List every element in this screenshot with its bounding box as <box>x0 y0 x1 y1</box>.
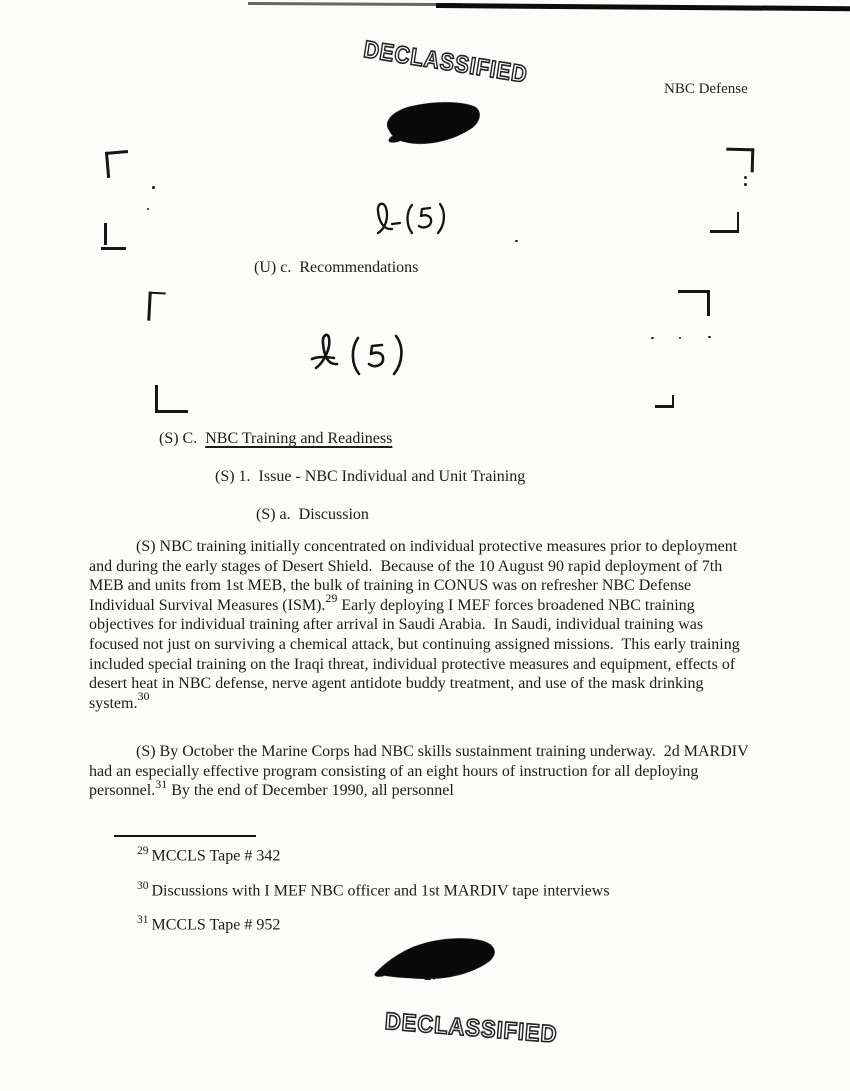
handwritten-exemption-b5-2 <box>300 326 430 384</box>
redaction-bracket-top-left-1 <box>105 150 130 178</box>
section-c-prefix: (S) C. <box>159 430 206 447</box>
scan-speck <box>708 336 711 338</box>
scan-edge-artifact <box>436 3 850 11</box>
issue-heading: (S) 1. Issue - NBC Individual and Unit Training <box>215 468 526 485</box>
paragraph-text: Early deploying I MEF forces broadened NBC training objectives for individual training after arrival in Saudi Arabia. In Saudi, individual training was focused not just on surviving a chemical attack, but continuing assigned missions. This early training included special training on the Iraqi threat, individual protective measures and equipment, effects of desert heat in NBC defense, nerve agent antidote buddy treatment, and use of the mask drinking system. <box>89 596 744 712</box>
scan-speck <box>147 208 149 210</box>
redaction-bracket-bottom-left-1 <box>104 223 111 245</box>
scan-speck <box>152 186 155 189</box>
footnote-29-number: 29 <box>137 845 149 857</box>
declassified-stamp-bottom: DECLASSIFIED <box>383 1008 559 1049</box>
declassified-stamp-top: DECLASSIFIED <box>361 36 530 89</box>
redaction-bracket-bottom-right-2 <box>655 395 674 408</box>
redaction-bracket-bottom-left-1-dash <box>101 247 126 250</box>
scan-speck <box>651 337 654 339</box>
scan-speck <box>679 337 681 339</box>
footnote-ref-29: 29 <box>325 591 338 606</box>
footnote-ref-30: 30 <box>137 689 150 704</box>
footnote-29-text: MCCLS Tape # 342 <box>151 847 281 865</box>
redaction-bracket-top-left-2 <box>147 292 165 322</box>
paragraph-text: (S) NBC training initially concentrated on individual protective measures prior to deployment and during the early stages of Desert Shield. Because of the 10 August 90 rapid deployment of 7th MEB and units from 1st MEB, the bulk of training in CONUS was on refresher NBC Defense Individual Survival Measures (ISM). <box>89 538 742 614</box>
body-paragraph-1 <box>89 537 751 713</box>
footnote-30-text: Discussions with I MEF NBC officer and 1st MARDIV tape interviews <box>151 882 610 900</box>
paragraph-text: By the end of December 1990, all personnel <box>167 782 454 800</box>
redaction-ink-blob-top <box>380 93 487 150</box>
redaction-ink-blob-bottom <box>370 929 506 992</box>
scan-edge-artifact <box>248 2 463 6</box>
scan-speck <box>515 240 518 242</box>
redaction-bracket-bottom-right-1 <box>710 212 739 233</box>
body-paragraph-2 <box>89 742 751 801</box>
footnote-separator-rule <box>114 835 256 837</box>
redaction-bracket-top-right-1 <box>726 148 755 173</box>
redaction-bracket-bottom-left-2 <box>155 385 188 413</box>
footnote-30-number: 30 <box>137 880 149 892</box>
section-c-title: NBC Training and Readiness <box>205 430 393 447</box>
footnote-31-number: 31 <box>137 914 149 926</box>
footnote-30 <box>137 880 610 900</box>
recommendations-heading: (U) c. Recommendations <box>254 259 419 276</box>
scan-speck <box>744 183 747 186</box>
footnote-ref-31: 31 <box>155 776 168 791</box>
handwritten-exemption-b5-1 <box>362 197 457 245</box>
discussion-heading: (S) a. Discussion <box>256 506 369 523</box>
header-classification-label: NBC Defense <box>664 81 748 97</box>
redaction-bracket-top-right-2 <box>678 290 710 316</box>
paragraph-text: (S) By October the Marine Corps had NBC skills sustainment training underway. 2d MARDIV had an especially effective program consisting of an eight hours of instruction for all deploying personnel. <box>89 743 753 800</box>
footnote-29 <box>137 845 280 865</box>
section-c-heading <box>159 429 392 449</box>
footnote-31 <box>137 914 280 934</box>
scan-speck <box>744 176 747 179</box>
footnote-31-text: MCCLS Tape # 952 <box>151 916 281 934</box>
